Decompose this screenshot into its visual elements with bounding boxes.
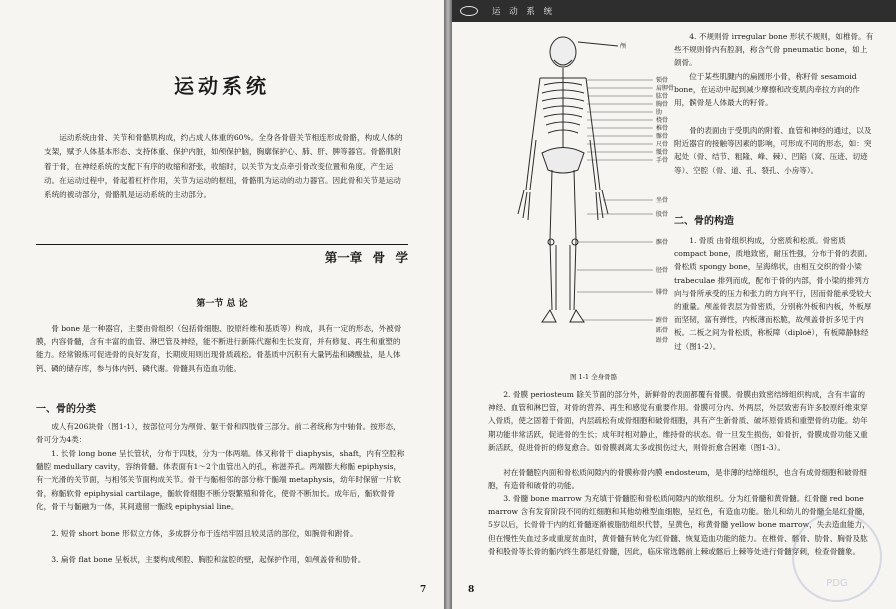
right-page <box>452 0 896 609</box>
watermark <box>792 512 882 602</box>
chapter-rule <box>36 244 408 245</box>
figure-label: 腓骨 <box>656 289 669 296</box>
skeleton-figure <box>488 30 698 375</box>
body-paragraph: 2. 骨膜 periosteum 除关节面的部分外，新鲜骨的表面都覆有骨膜。骨膜由致密结缔组织构成，含有丰富的神经、血管和淋巴管，对骨的营养、再生和感觉有重要作用。骨膜可分内、外两层，外层致密有许多胶原纤维束穿入骨质，使之固着于骨面，内层疏松有成骨细胞和破骨细胞，具有产生新骨质、破坏原骨质和重塑骨的功能。幼年期功能非常活跃，促进骨的生长；成年时相对静止，维持骨的状态。骨一旦发生损伤，如骨折，骨膜成骨功能又重新活跃，促进骨折的修复愈合。如骨膜剥离太多或损伤过大，则骨折愈合困难（图1-3）。 <box>488 390 868 452</box>
figure-label: 锁骨 <box>656 77 669 84</box>
figure-label: 跖骨 <box>656 327 669 334</box>
figure-label: 胫骨 <box>656 267 669 274</box>
body-paragraph: 2. 短骨 short bone 形似立方体，多成群分布于连结牢固且较灵活的部位，如腕骨和跗骨。 <box>51 529 358 538</box>
left-page <box>0 0 444 609</box>
figure-label: 股骨 <box>656 211 669 218</box>
figure-label: 肩胛骨 <box>656 85 675 92</box>
body-paragraph: 3. 骨髓 bone marrow 为充填于骨髓腔和骨松质间隙内的软组织。分为红骨髓和黄骨髓。红骨髓 red bone marrow 含有发育阶段不同的红细胞和其他幼稚型血细胞，呈红色，有造血功能。胎儿和幼儿的骨髓全是红骨髓，5岁以后，长骨骨干内的红骨髓逐渐被脂肪组织代替，呈黄色，称黄骨髓 yellow bone marrow，失去造血能力，但在慢性失血过多或重度贫血时，黄骨髓有转化为红骨髓、恢复造血功能的能力。在椎骨、髂骨、肋骨、胸骨及肱骨和股骨等长骨的骺内终生都是红骨髓，因此，临床常选髂前上棘或髂后上棘等处进行骨髓穿刺，检查骨髓象。 <box>488 494 870 556</box>
figure-label: 趾骨 <box>656 337 669 344</box>
figure-label: 跗骨 <box>656 317 669 324</box>
figure-label: 手骨 <box>656 157 669 164</box>
figure-label: 肋 <box>656 109 663 116</box>
body-paragraph: 3. 扁骨 flat bone 呈板状，主要构成颅腔、胸腔和盆腔的壁，起保护作用，如颅盖骨和肋骨。 <box>51 555 366 564</box>
page-number: 8 <box>468 585 475 595</box>
body-paragraph: 成人有206块骨（图1-1），按部位可分为颅骨、躯干骨和四肢骨三部分。前二者统称为中轴骨。按形态，骨可分为4类： <box>36 422 401 445</box>
chapter-title: 第一章 骨 学 <box>324 250 408 265</box>
figure-caption: 图 1-1 全身骨骼 <box>570 373 618 381</box>
figure-label: 椎骨 <box>656 125 669 132</box>
figure-label: 髌骨 <box>656 239 669 246</box>
figure-label: 髂骨 <box>656 133 669 140</box>
figure-label: 肱骨 <box>656 93 669 100</box>
part-title: 运动系统 <box>174 74 270 98</box>
body-paragraph: 4. 不规则骨 irregular bone 形状不规则，如椎骨。有些不规则骨内有腔洞，称含气骨 pneumatic bone，如上颌骨。 <box>674 32 874 68</box>
figure-label: 骶骨 <box>656 149 669 156</box>
running-header-title: 运 动 系 统 <box>492 7 556 17</box>
heading-bone-classification: 一、骨的分类 <box>36 404 96 415</box>
book-gutter <box>444 0 452 609</box>
body-paragraph: 骨的表面由于受肌肉的附着、血管和神经的通过，以及附近器官的接触等因素的影响，可形成不同的形态，如：突起处（骨、结节、粗隆、峰、棘）、凹陷（窝、压迹、切迹等）、空腔（骨、道、孔、裂孔、小房等）。 <box>674 126 872 175</box>
section-title: 第一节 总 论 <box>196 299 248 309</box>
figure-label: 颅 <box>620 43 627 50</box>
figure-label: 桡骨 <box>656 117 669 124</box>
heading-bone-structure: 二、骨的构造 <box>674 216 734 227</box>
intro-paragraph: 运动系统由骨、关节和骨骼肌构成，约占成人体重的60%。全身各骨借关节相连形成骨骼，构成人体的支架，赋予人体基本形态、支持体重、保护内脏，如颅保护脑，胸廓保护心、肺、肝、脾等器官。骨骼肌附着于骨，在神经系统的支配下有序的收缩和舒张，收缩时，以关节为支点牵引骨改变位置和角度，产生运动。在运动过程中，骨起着杠杆作用，关节为运动的枢纽，骨骼肌为运动的动力器官。因此骨和关节是运动系统的被动部分，骨骼肌是运动系统的主动部分。 <box>44 133 403 200</box>
running-header <box>452 0 896 22</box>
publisher-logo <box>460 6 478 16</box>
body-paragraph: 位于某些肌腱内的扁圆形小骨，称籽骨 sesamoid bone，在运动中起到减少摩擦和改变肌肉牵拉方向的作用，髌骨是人体最大的籽骨。 <box>674 72 860 108</box>
body-paragraph: 衬在骨髓腔内面和骨松质间隙内的骨膜称骨内膜 endosteum，是非薄的结缔组织，也含有成骨细胞和破骨细胞，有造骨和破骨的功能。 <box>488 468 867 491</box>
body-paragraph: 1. 骨质 由骨组织构成，分密质和松质。骨密质 compact bone，质地致密，耐压性强，分布于骨的表面。骨松质 spongy bone，呈海绵状，由相互交织的骨小梁 trabeculae 排列而成，配布于骨的内部，骨小梁的排列方向与骨所承受的压力和张力的方向平行，因而骨能承受较大的重量。颅盖骨表层为骨密质，分别称外板和内板，外板厚而坚韧，富有弹性，内板薄而松脆，故颅盖骨折多见于内板。二板之间为骨松质，称板障（diploë），有板障静脉经过（图1-2）。 <box>674 236 873 351</box>
body-paragraph: 1. 长骨 long bone 呈长管状，分布于四肢，分为一体两端。体又称骨干 diaphysis，shaft，内有空腔称髓腔 medullary cavity，容纳骨髓。体表面有1～2个血管出入的孔，称滋养孔。两端膨大称骺 epiphysis，有一光滑的关节面，与相邻关节面构成关节。骨干与骺相邻的部分称干骺端 metaphysis，幼年时保留一片软骨，称骺软骨 epiphysial cartilage，骺软骨细胞不断分裂繁殖和骨化，使骨不断加长。成年后，骺软骨骨化，骨干与骺融为一体，其间遗留一骺线 epiphysial line。 <box>36 449 405 511</box>
page-number: 7 <box>420 585 427 595</box>
figure-label: 胸骨 <box>656 101 669 108</box>
watermark-text: PDG <box>826 578 848 589</box>
figure-label: 尺骨 <box>656 141 669 148</box>
body-paragraph: 骨 bone 是一种器官，主要由骨组织（包括骨细胞、胶原纤维和基质等）构成，具有一定的形态，外被骨膜，内容骨髓，含有丰富的血管、淋巴管及神经，能不断进行新陈代谢和生长发育，并有修复、再生和重塑的能力。经常锻炼可促进骨的良好发育，长期废用则出现骨质疏松。骨基质中沉积有大量钙盐和磷酸盐，是人体钙、磷的储存库，参与体内钙、磷代谢。骨髓具有造血功能。 <box>36 324 402 373</box>
figure-label: 坐骨 <box>656 197 669 204</box>
